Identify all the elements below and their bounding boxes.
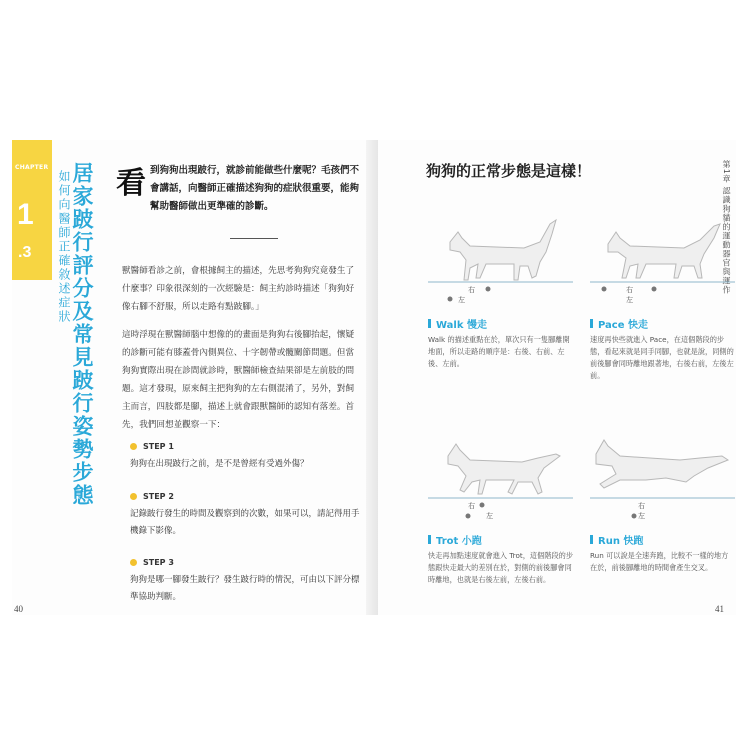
step-bullet-icon (130, 443, 137, 450)
lead-paragraph: 到狗狗出現跛行，就診前能做些什麼呢？毛孩們不會講話，向醫師正確描述狗狗的症狀很重要，能夠幫助醫師做出更準確的診斷。 (150, 165, 360, 212)
page-number-right: 41 (715, 604, 724, 614)
chapter-section: .3 (18, 244, 32, 261)
right-page (378, 140, 736, 615)
step-text: 狗狗是哪一腳發生跛行？發生跛行時的情況，可由以下評分標準協助判斷。 (130, 575, 360, 602)
gait-trot (428, 418, 573, 586)
paw-icon (486, 287, 491, 292)
left-foot-label: 左 (458, 296, 465, 304)
step-2 (130, 492, 360, 540)
page-number-left: 40 (14, 604, 23, 614)
gait-name: Walk 慢走 (436, 320, 487, 331)
step-text: 狗狗在出現跛行之前，是不是曾經有受過外傷？ (130, 459, 309, 469)
walking-dog-illustration (428, 202, 573, 312)
step-label: STEP 2 (143, 492, 174, 501)
left-page (12, 140, 370, 615)
chapter-tag: CHAPTER (15, 164, 49, 171)
paw-icon (448, 297, 453, 302)
gait-description: Walk 的描述重點在於，單次只有一隻腳離開地面，所以走路的順序是：右後、右前、左後、左前。 (428, 335, 570, 368)
paw-icon (632, 514, 637, 519)
label-bar (590, 535, 593, 544)
gait-name: Pace 快走 (598, 320, 648, 331)
gait-walk (428, 202, 573, 370)
paw-icon (480, 503, 485, 508)
divider (230, 238, 278, 239)
step-1 (130, 442, 360, 473)
left-foot-label: 左 (626, 296, 633, 304)
section-subtitle: 如何向醫師正確敘述症狀 (57, 170, 71, 324)
label-bar (428, 319, 431, 328)
right-foot-label: 右 (468, 286, 475, 294)
lead-initial: 看 (116, 166, 146, 201)
gait-pace (590, 202, 735, 382)
paw-icon (652, 287, 657, 292)
gait-description: 快走再加點速度就會進入 Trot，這個階段的步態跟快走最大的差別在於，對側的前後腳會同時離地，也就是右後左前，左後右前。 (428, 551, 574, 584)
gait-description: Run 可以說是全速奔跑，比較不一樣的地方在於，前後腳離地的時間會產生交叉。 (590, 551, 729, 572)
step-bullet-icon (130, 559, 137, 566)
trotting-dog-illustration (428, 418, 573, 528)
gait-section-title: 狗狗的正常步態是這樣！ (426, 163, 592, 180)
right-foot-label: 右 (638, 502, 645, 510)
chapter-block (12, 140, 52, 280)
left-foot-label: 左 (638, 512, 645, 520)
running-header: 第1章 認識狗貓的運動器官與運作 (722, 160, 731, 295)
left-foot-label: 左 (486, 512, 493, 520)
gait-description: 速度再快些就進入 Pace，在這個階段的步態，看起來就是同手同腳，也就是說，同側的前後腳會同時離地跟著地，右後右前，左後左前。 (590, 335, 734, 380)
pacing-dog-illustration (590, 202, 735, 312)
paw-icon (602, 287, 607, 292)
chapter-number: 1 (17, 198, 34, 231)
label-bar (590, 319, 593, 328)
step-label: STEP 1 (143, 442, 174, 451)
step-label: STEP 3 (143, 558, 174, 567)
paw-icon (466, 514, 471, 519)
step-3 (130, 558, 360, 606)
step-bullet-icon (130, 493, 137, 500)
gait-name: Trot 小跑 (436, 536, 482, 547)
body-paragraph-1: 獸醫師看診之前，會根據飼主的描述，先思考狗狗究竟發生了什麼事？印象很深刻的一次經驗是：飼主約診時描述「狗狗好像右腳不舒服，所以走路有點跛腳。」 (122, 266, 355, 312)
running-dog-illustration (590, 418, 735, 528)
right-foot-label: 右 (468, 502, 475, 510)
label-bar (428, 535, 431, 544)
step-text: 記錄跛行發生的時間及觀察到的次數，如果可以，請記得用手機錄下影像。 (130, 509, 360, 536)
section-title: 居家跛行評分及常見跛行姿勢步態 (70, 162, 93, 507)
gait-run (590, 418, 735, 574)
right-foot-label: 右 (626, 286, 633, 294)
body-paragraph-2: 這時浮現在獸醫師腦中想像的的畫面是狗狗右後腳抬起，懷疑的診斷可能有膝蓋骨內側異位、十字韌帶或髖關節問題。但當狗狗實際出現在診間就診時，獸醫師檢查結果卻是左前肢的問題。這才發現，原來飼主把狗狗的左右側混淆了，另外，對飼主而言，四肢都是腳，描述上就會跟獸醫師的認知有落差。首先，我們回想並觀察一下： (122, 330, 355, 430)
gait-name: Run 快跑 (598, 536, 644, 547)
